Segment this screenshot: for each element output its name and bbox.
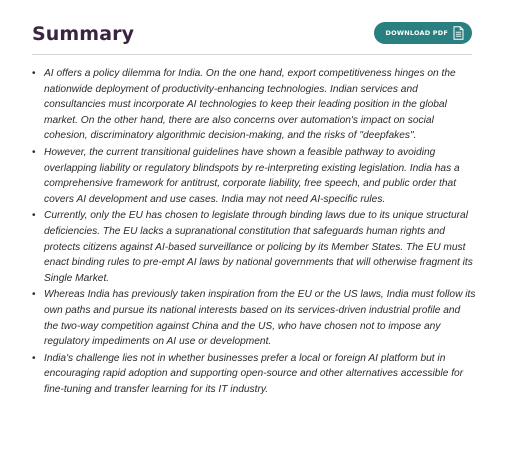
summary-item-text-5: India's challenge lies not in whether businesses prefer a local or foreign AI platform but in encouraging rapid adoption and supporting open-source and other alternatives accessible for fine-tuning and transfer learning for its IT industry. <box>44 352 464 395</box>
pdf-file-icon <box>453 26 464 40</box>
bullet-icon: • <box>32 352 36 364</box>
bullet-icon: • <box>32 68 36 79</box>
summary-item-text-3: Currently, only the EU has chosen to legislate through binding laws due to its unique structural deficiencies. The EU lacks a supranational constitution that safeguards human rights and protects citizens against AI-based surveillance or policing by its Member States. The EU must enact binding rules to pre-empt AI laws by national governments that will otherwise fragment its Single Market. <box>44 210 473 284</box>
summary-item-4 <box>32 287 476 349</box>
summary-item-text-2: However, the current transitional guidelines have shown a feasible pathway to avoiding overlapping liability or regulatory blindspots by re-interpreting existing legislation. India has a comprehensive framework for antitrust, corporate liability, free speech, and public order that covers AI development and use cases. India may not need AI-specific rules. <box>44 146 460 205</box>
summary-list <box>32 66 476 398</box>
summary-item-text-1: AI offers a policy dilemma for India. On the one hand, export competitiveness hinges on the nationwide deployment of productivity-enhancing technologies. Indian services and consultancies must incorporate AI technologies to keep their leading position in the global market. On the other hand, there are also concerns over automation's impact on social cohesion, discriminatory algorithmic decision-making, and the risks of "deepfakes". <box>44 68 456 142</box>
header-divider <box>32 54 472 55</box>
summary-item-1 <box>32 66 476 144</box>
page-title: Summary <box>32 23 135 45</box>
summary-item-3 <box>32 208 476 286</box>
summary-header <box>32 20 472 54</box>
bullet-icon: • <box>32 146 36 158</box>
summary-item-5 <box>32 351 476 398</box>
summary-item-text-4: Whereas India has previously taken inspiration from the EU or the US laws, India must follow its own paths and pursue its national interests based on its services-driven industrial profile and the two-way competition against China and the US, who have chosen not to impose any regulatory impediments on AI use or development. <box>44 289 476 348</box>
download-pdf-label: DOWNLOAD PDF <box>385 29 448 37</box>
download-pdf-button[interactable] <box>374 22 472 44</box>
summary-item-2 <box>32 145 476 207</box>
bullet-icon: • <box>32 210 36 222</box>
bullet-icon: • <box>32 289 36 301</box>
